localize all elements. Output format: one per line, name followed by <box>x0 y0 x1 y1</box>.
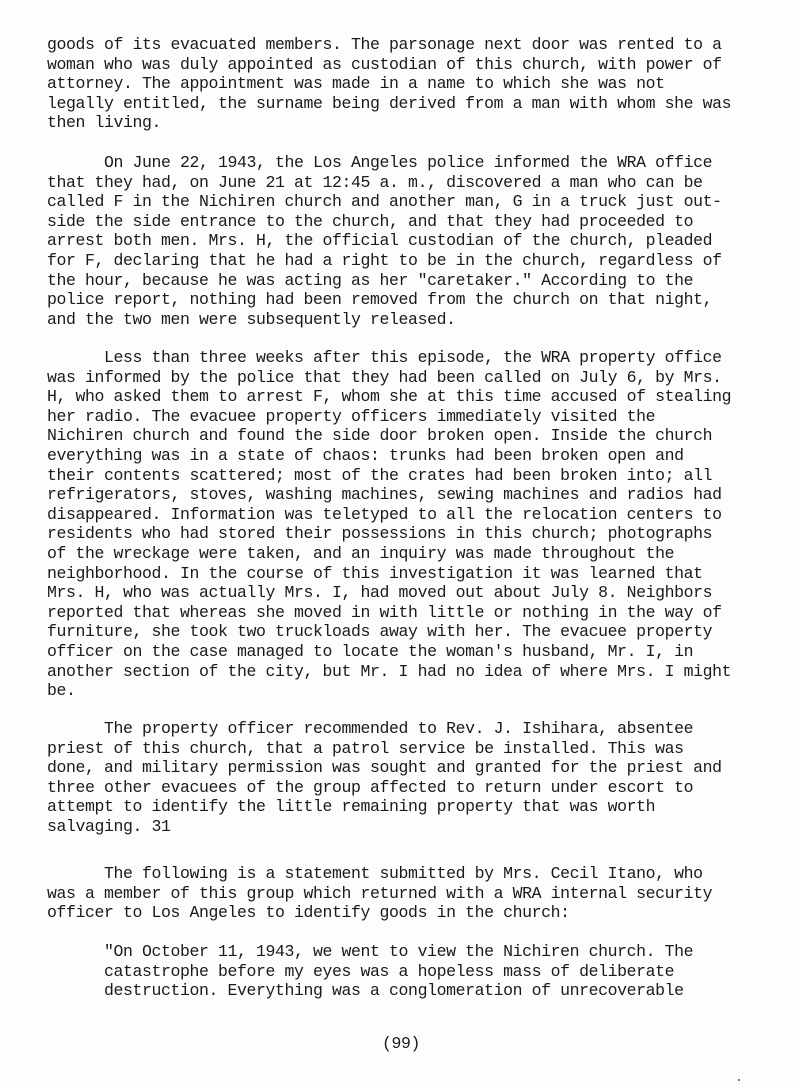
text-line: Mrs. H, who was actually Mrs. I, had moved out about July 8. Neighbors <box>47 583 713 603</box>
text-line: reported that whereas she moved in with little or nothing in the way of <box>47 602 722 622</box>
text-line: disappeared. Information was teletyped to all the relocation centers to <box>47 504 722 524</box>
text-line: their contents scattered; most of the crates had been broken into; all <box>47 465 713 485</box>
text-line: destruction. Everything was a conglomeration of unrecoverable <box>47 981 684 1001</box>
text-line: neighborhood. In the course of this investigation it was learned that <box>47 563 703 583</box>
text-line: The property officer recommended to Rev. J. Ishihara, absentee <box>47 719 694 738</box>
text-line: of the wreckage were taken, and an inquiry was made throughout the <box>47 544 675 563</box>
text-line: was a member of this group which returned with a WRA internal security <box>47 883 713 903</box>
text-line: her radio. The evacuee property officers immediately visited the <box>47 406 656 426</box>
text-line: furniture, she took two truckloads away with her. The evacuee property <box>47 622 713 642</box>
text-line: priest of this church, that a patrol service be installed. This was <box>47 738 684 758</box>
text-line: The following is a statement submitted by Mrs. Cecil Itano, who <box>47 864 703 883</box>
text-line: "On October 11, 1943, we went to view the Nichiren church. The <box>47 942 694 961</box>
text-line: be. <box>47 681 76 701</box>
text-line: done, and military permission was sought and granted for the priest and <box>47 758 722 778</box>
text-line: refrigerators, stoves, washing machines, sewing machines and radios had <box>47 485 722 505</box>
text-line: and the two men were subsequently released. <box>47 309 456 329</box>
text-line: another section of the city, but Mr. I had no idea of where Mrs. I might <box>47 661 732 681</box>
text-line: for F, declaring that he had a right to be in the church, regardless of <box>47 251 722 270</box>
text-line: catastrophe before my eyes was a hopeless mass of deliberate <box>47 961 675 981</box>
text-line: called F in the Nichiren church and another man, G in a truck just out- <box>47 192 722 212</box>
text-line: arrest both men. Mrs. H, the official custodian of the church, pleaded <box>47 231 713 251</box>
text-line: was informed by the police that they had been called on July 6, by Mrs. <box>47 367 722 387</box>
text-line: attorney. The appointment was made in a name to which she was not <box>47 74 665 94</box>
text-line: Less than three weeks after this episode, the WRA property office <box>47 348 722 367</box>
text-line: officer to Los Angeles to identify goods in the church: <box>47 903 570 923</box>
text-line: police report, nothing had been removed from the church on that night, <box>47 290 713 310</box>
text-line: Nichiren church and found the side door broken open. Inside the church <box>47 426 713 446</box>
text-line: legally entitled, the surname being derived from a man with whom she was <box>47 93 732 113</box>
text-line: On June 22, 1943, the Los Angeles police informed the WRA office <box>47 153 713 172</box>
text-line: everything was in a state of chaos: trunks had been broken open and <box>47 446 684 465</box>
text-line: residents who had stored their possessions in this church; photographs <box>47 524 713 544</box>
text-line: officer on the case managed to locate the woman's husband, Mr. I, in <box>47 642 694 661</box>
text-line: salvaging. 31 <box>47 817 171 836</box>
text-line: H, who asked them to arrest F, whom she at this time accused of stealing <box>47 387 732 407</box>
page-number: (99) <box>382 1034 421 1053</box>
text-line: goods of its evacuated members. The parsonage next door was rented to a <box>47 35 722 54</box>
text-line: that they had, on June 21 at 12:45 a. m., discovered a man who can be <box>47 172 703 192</box>
scan-speck <box>738 1079 740 1081</box>
text-line: attempt to identify the little remaining property that was worth <box>47 797 656 817</box>
text-line: side the side entrance to the church, and that they had proceeded to <box>47 211 694 231</box>
text-line: three other evacuees of the group affected to return under escort to <box>47 777 694 797</box>
text-line: the hour, because he was acting as her "caretaker." According to the <box>47 270 694 290</box>
text-line: woman who was duly appointed as custodian of this church, with power of <box>47 54 722 74</box>
text-line: then living. <box>47 113 162 133</box>
